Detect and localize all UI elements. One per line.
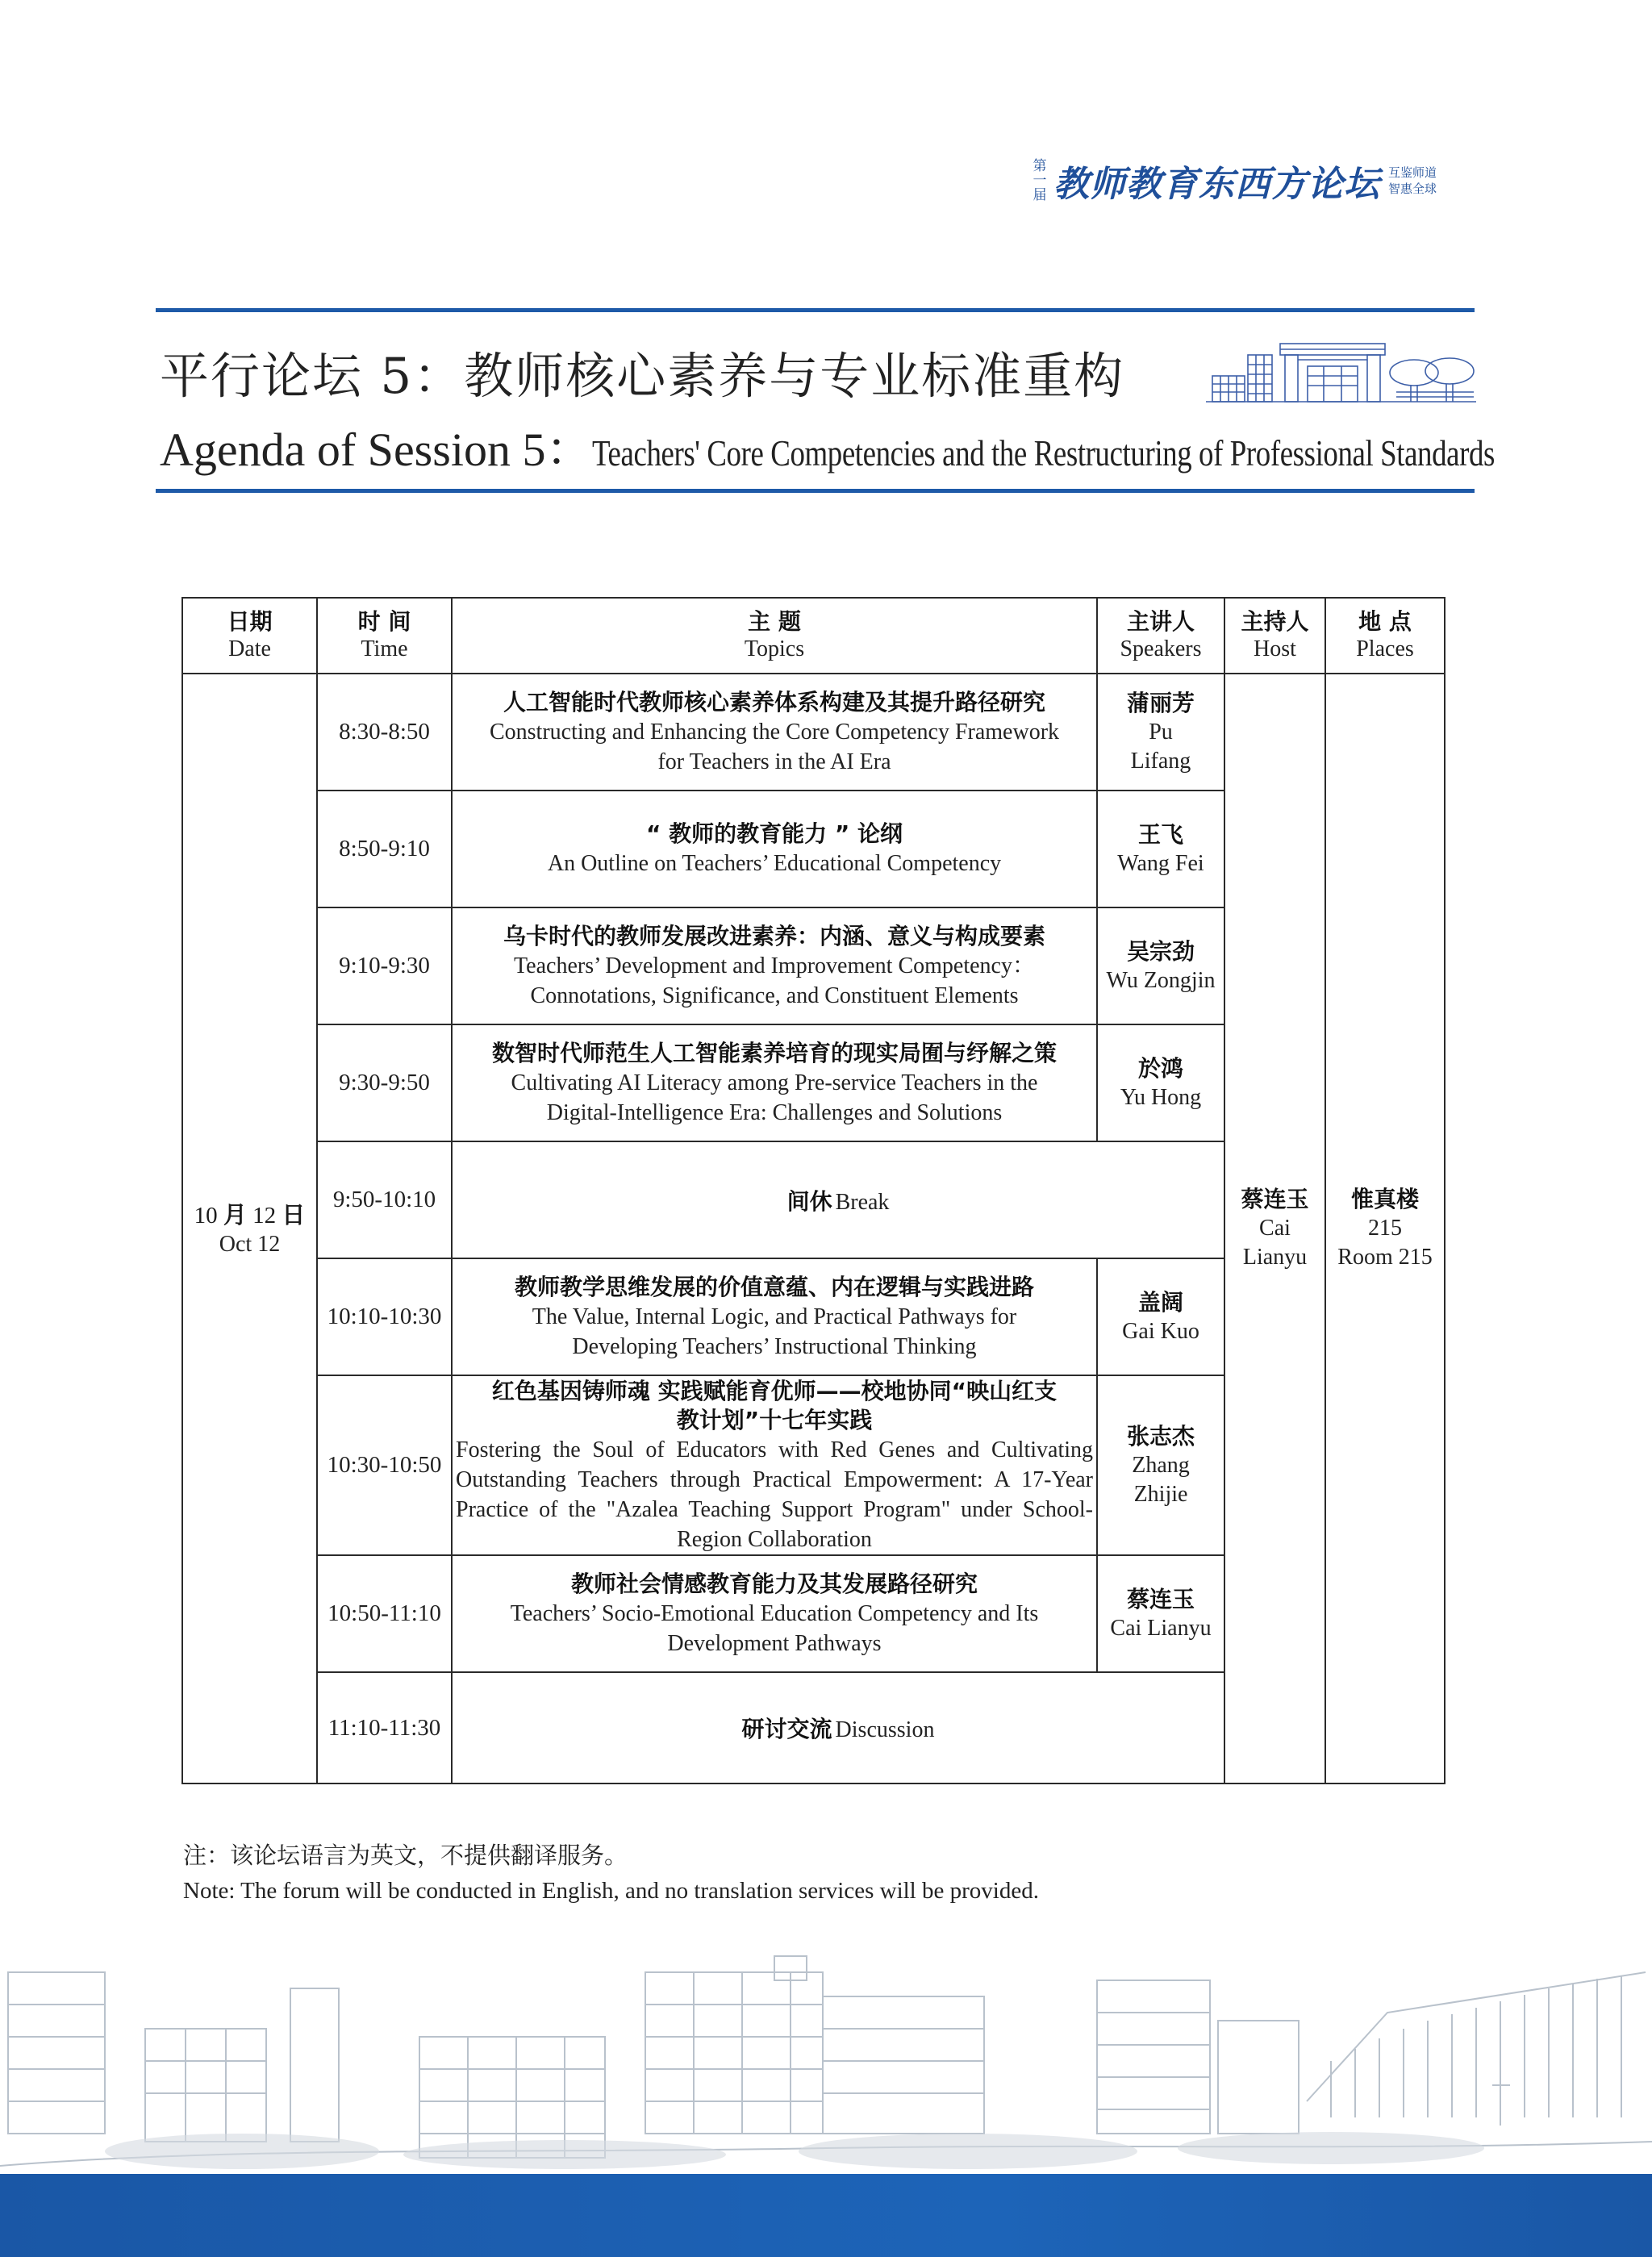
header-topics-zh: 主 题 [748,608,801,635]
logo-tagline [1388,165,1437,197]
header-date-en: Date [228,636,271,661]
forum-logo [1032,158,1437,203]
topic-en-line-2: Developing Teachers’ Instructional Thinking [572,1333,977,1359]
topic-zh: “ 教师的教育能力 ” 论纲 [645,820,903,847]
topic-en-line-2: Digital-Intelligence Era: Challenges and Solutions [546,1099,1003,1125]
host-cell [1224,674,1325,1783]
speaker-zh: 吴宗劲 [1126,937,1195,965]
topic-en-line-1: Constructing and Enhancing the Core Competency Framework [489,719,1060,745]
speaker-en: Cai Lianyu [1110,1615,1212,1641]
speaker-cell [1097,1024,1224,1141]
note-zh: 注：该论坛语言为英文，不提供翻译服务。 [183,1843,628,1869]
session-time: 9:10-9:30 [317,907,452,1024]
session-time: 10:10-10:30 [317,1258,452,1375]
topic-en-line-2: Development Pathways [667,1630,882,1656]
page-title-en [160,411,1652,479]
header-topics [452,598,1097,674]
topic-zh: 教师社会情感教育能力及其发展路径研究 [570,1570,978,1597]
topic-zh: 人工智能时代教师核心素养体系构建及其提升路径研究 [503,688,1045,715]
speaker-cell [1097,907,1224,1024]
header-places-zh: 地 点 [1358,608,1412,635]
header-topics-en: Topics [744,636,805,661]
header-row [182,598,1445,674]
host-en-line-2: Lianyu [1242,1245,1308,1270]
session-time: 9:30-9:50 [317,1024,452,1141]
header-speakers-en: Speakers [1120,636,1202,661]
campus-building-illustration [1206,339,1476,405]
speaker-en: Wu Zongjin [1106,967,1216,993]
session-time: 11:10-11:30 [317,1672,452,1783]
speaker-cell [1097,1258,1224,1375]
header-host-en: Host [1254,636,1296,661]
speaker-cell [1097,1555,1224,1672]
speaker-zh: 张志杰 [1126,1422,1195,1450]
logo-tagline-1: 互鉴师道 [1388,165,1437,180]
title-top-rule [156,308,1475,312]
session-time: 10:50-11:10 [317,1555,452,1672]
session-topic [452,1258,1097,1375]
speaker-en-line-2: Zhijie [1133,1481,1188,1507]
logo-name: 教师教育东西方论坛 [1053,164,1380,205]
session-topic [452,791,1097,907]
page-title-zh: 平行论坛 5：教师核心素养与专业标准重构 [160,348,1125,405]
header-time-en: Time [361,636,408,661]
place-zh: 惟真楼 [1350,1186,1419,1212]
speaker-zh: 王飞 [1137,820,1183,848]
note-en: Note: The forum will be conducted in English, and no translation services will be provided. [183,1878,1039,1904]
speaker-en: Yu Hong [1120,1084,1202,1110]
speaker-en: Wang Fei [1117,850,1204,876]
session-time: 8:30-8:50 [317,674,452,791]
header-places-en: Places [1356,636,1414,661]
host-zh: 蔡连玉 [1241,1186,1309,1212]
break-en: Break [835,1189,890,1215]
topic-zh-line-1: 红色基因铸师魂 实践赋能育优师——校地协同“映山红支 [491,1377,1058,1404]
break-cell [452,1141,1224,1258]
speaker-cell [1097,674,1224,791]
place-en: Room 215 [1337,1245,1433,1270]
speaker-en-line-1: Pu [1149,719,1173,745]
speaker-zh: 蔡连玉 [1126,1585,1195,1612]
logo-tagline-2: 智惠全球 [1388,181,1437,196]
speaker-cell [1097,791,1224,907]
speaker-en-line-2: Lifang [1130,748,1191,774]
topic-zh: 数智时代师范生人工智能素养培育的现实局囿与纾解之策 [491,1039,1057,1066]
topic-en-line-2: for Teachers in the AI Era [657,749,891,774]
topic-en-line-1: An Outline on Teachers’ Educational Competency [547,851,1002,876]
topic-en-line-1: The Value, Internal Logic, and Practical Pathways for [532,1304,1017,1329]
speaker-cell [1097,1375,1224,1555]
agenda-row [182,674,1445,791]
header-date [182,598,317,674]
header-date-zh: 日期 [227,608,273,635]
break-zh: 间休 [786,1187,832,1215]
date-en: Oct 12 [219,1231,281,1257]
title-en-prefix: Agenda of Session 5： [160,423,593,476]
place-number: 215 [1368,1216,1402,1241]
session-topic [452,1555,1097,1672]
topic-zh: 教师教学思维发展的价值意蕴、内在逻辑与实践进路 [514,1273,1034,1300]
discussion-zh: 研讨交流 [741,1716,832,1742]
title-bottom-rule [156,489,1475,493]
topic-en-line-1: Cultivating AI Literacy among Pre-service Teachers in the [511,1070,1038,1095]
speaker-en: Gai Kuo [1122,1318,1199,1344]
header-speakers-zh: 主讲人 [1126,608,1195,635]
session-topic [452,1024,1097,1141]
header-time-zh: 时 间 [357,608,411,635]
header-time [317,598,452,674]
header-host-zh: 主持人 [1241,608,1309,635]
topic-en: Fostering the Soul of Educators with Red Genes and Cultivating Outstanding Teachers through Practical Empowerment: A 17-Year Practice of the "Azalea Teaching Support Program" under School-Region Collaboration [456,1437,1093,1552]
topic-en-line-1: Teachers’ Development and Improvement Competency： [514,953,1035,978]
logo-edition: 第一届 [1032,158,1047,203]
header-host [1224,598,1325,674]
topic-zh: 乌卡时代的教师发展改进素养：内涵、意义与构成要素 [503,922,1045,949]
session-topic [452,674,1097,791]
topic-en-line-1: Teachers’ Socio-Emotional Education Competency and Its [510,1600,1039,1626]
session-time: 10:30-10:50 [317,1375,452,1555]
topic-en-line-2: Connotations, Significance, and Constituent Elements [530,982,1019,1008]
agenda-table [181,597,1446,1784]
speaker-en-line-1: Zhang [1132,1452,1190,1478]
speaker-zh: 蒲丽芳 [1126,689,1195,716]
discussion-cell [452,1672,1224,1783]
header-speakers [1097,598,1224,674]
session-time: 8:50-9:10 [317,791,452,907]
footer-bar [0,2174,1652,2257]
place-cell [1325,674,1445,1783]
speaker-zh: 盖阔 [1137,1288,1183,1316]
session-time: 9:50-10:10 [317,1141,452,1258]
date-cell [182,674,317,1783]
host-en-line-1: Cai [1259,1216,1291,1241]
session-topic [452,907,1097,1024]
header-places [1325,598,1445,674]
speaker-zh: 於鸿 [1137,1054,1183,1082]
topic-zh-line-2: 教计划”十七年实践 [676,1406,873,1433]
discussion-en: Discussion [835,1717,935,1742]
session-topic [452,1375,1097,1555]
title-en-subtitle: Teachers' Core Competencies and the Restructuring of Professional Standards [592,433,1496,474]
date-zh: 10 月 12 日 [194,1200,306,1229]
campus-skyline-illustration [0,1940,1652,2174]
